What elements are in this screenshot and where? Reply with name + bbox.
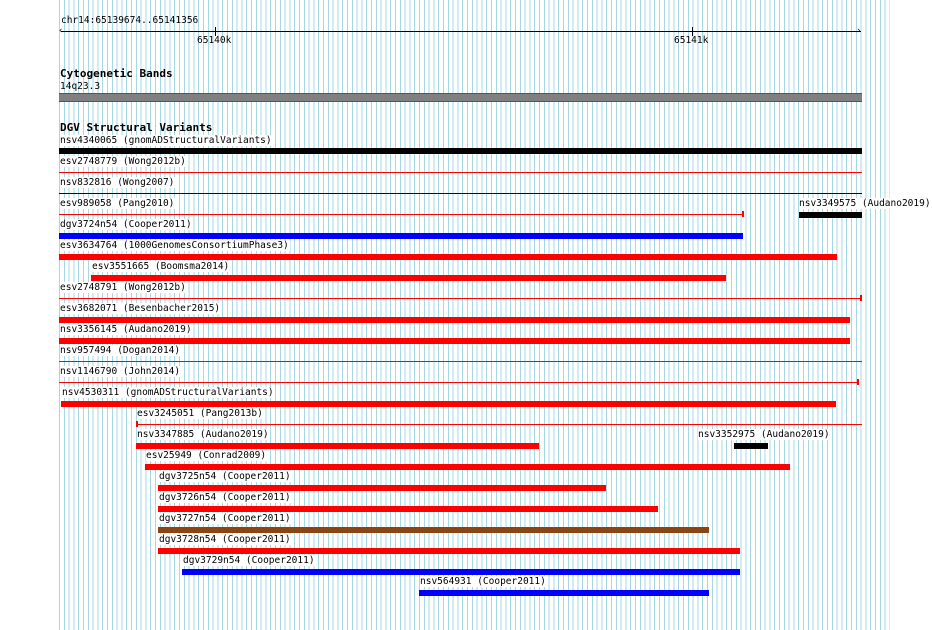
variant-label[interactable]: esv3245051 (Pang2013b) — [137, 408, 263, 419]
variant-end-marker — [860, 295, 862, 301]
variant-line[interactable] — [59, 193, 862, 194]
variant-label[interactable]: esv989058 (Pang2010) — [60, 198, 175, 209]
variant-label[interactable]: nsv4530311 (gnomADStructuralVariants) — [62, 387, 274, 398]
variant-label[interactable]: dgv3728n54 (Cooper2011) — [159, 534, 291, 545]
variant-bar[interactable] — [182, 569, 740, 575]
variant-bar[interactable] — [158, 485, 606, 491]
variant-label[interactable]: nsv3349575 (Audano2019) — [799, 198, 931, 209]
variant-bar[interactable] — [59, 338, 850, 344]
ruler-tick-label: 65141k — [674, 35, 709, 46]
variant-label[interactable]: esv2748791 (Wong2012b) — [60, 282, 186, 293]
ruler-line — [61, 31, 861, 32]
variant-bar[interactable] — [734, 443, 768, 449]
variant-bar[interactable] — [61, 401, 836, 407]
variant-label[interactable]: nsv3352975 (Audano2019) — [698, 429, 830, 440]
variant-label[interactable]: esv3634764 (1000GenomesConsortiumPhase3) — [60, 240, 289, 251]
variant-line[interactable] — [59, 214, 743, 215]
variant-label[interactable]: nsv564931 (Cooper2011) — [420, 576, 546, 587]
variant-start-marker — [136, 421, 138, 427]
variant-bar[interactable] — [59, 317, 850, 323]
scroll-right-arrow-icon[interactable]: › — [856, 26, 862, 36]
variant-label[interactable]: dgv3727n54 (Cooper2011) — [159, 513, 291, 524]
cytoband-bar[interactable] — [59, 93, 862, 102]
variant-bar[interactable] — [91, 275, 726, 281]
variant-line[interactable] — [59, 361, 862, 362]
cytoband-track-title[interactable]: Cytogenetic Bands — [60, 67, 173, 80]
variant-label[interactable]: nsv4340065 (gnomADStructuralVariants) — [60, 135, 272, 146]
variant-bar[interactable] — [158, 548, 740, 554]
variant-label[interactable]: esv2748779 (Wong2012b) — [60, 156, 186, 167]
variant-line[interactable] — [59, 382, 858, 383]
dgv-track-title[interactable]: DGV Structural Variants — [60, 121, 213, 134]
variant-bar[interactable] — [59, 254, 837, 260]
variant-label[interactable]: nsv1146790 (John2014) — [60, 366, 181, 377]
variant-line[interactable] — [136, 424, 862, 425]
variant-bar[interactable] — [59, 233, 743, 239]
variant-label[interactable]: nsv832816 (Wong2007) — [60, 177, 175, 188]
ruler-location: chr14:65139674..65141356 — [61, 15, 199, 26]
variant-label[interactable]: dgv3726n54 (Cooper2011) — [159, 492, 291, 503]
variant-label[interactable]: nsv957494 (Dogan2014) — [60, 345, 181, 356]
variant-bar[interactable] — [419, 590, 709, 596]
variant-label[interactable]: esv3551665 (Boomsma2014) — [92, 261, 230, 272]
cytoband-name: 14q23.3 — [60, 81, 101, 92]
scroll-left-arrow-icon[interactable]: ‹ — [58, 26, 64, 36]
variant-label[interactable]: nsv3347885 (Audano2019) — [137, 429, 269, 440]
variant-line[interactable] — [59, 172, 862, 173]
variant-bar[interactable] — [145, 464, 790, 470]
variant-bar[interactable] — [158, 527, 709, 533]
variant-bar[interactable] — [59, 148, 862, 154]
variant-end-marker — [742, 211, 744, 217]
ruler-tick-label: 65140k — [197, 35, 232, 46]
variant-label[interactable]: esv3682071 (Besenbacher2015) — [60, 303, 221, 314]
variant-line[interactable] — [59, 298, 862, 299]
variant-label[interactable]: nsv3356145 (Audano2019) — [60, 324, 192, 335]
variant-bar[interactable] — [158, 506, 658, 512]
variant-bar[interactable] — [136, 443, 539, 449]
variant-label[interactable]: esv25949 (Conrad2009) — [146, 450, 267, 461]
variant-end-marker — [857, 379, 859, 385]
variant-label[interactable]: dgv3724n54 (Cooper2011) — [60, 219, 192, 230]
variant-bar[interactable] — [799, 212, 862, 218]
variant-label[interactable]: dgv3729n54 (Cooper2011) — [183, 555, 315, 566]
variant-label[interactable]: dgv3725n54 (Cooper2011) — [159, 471, 291, 482]
